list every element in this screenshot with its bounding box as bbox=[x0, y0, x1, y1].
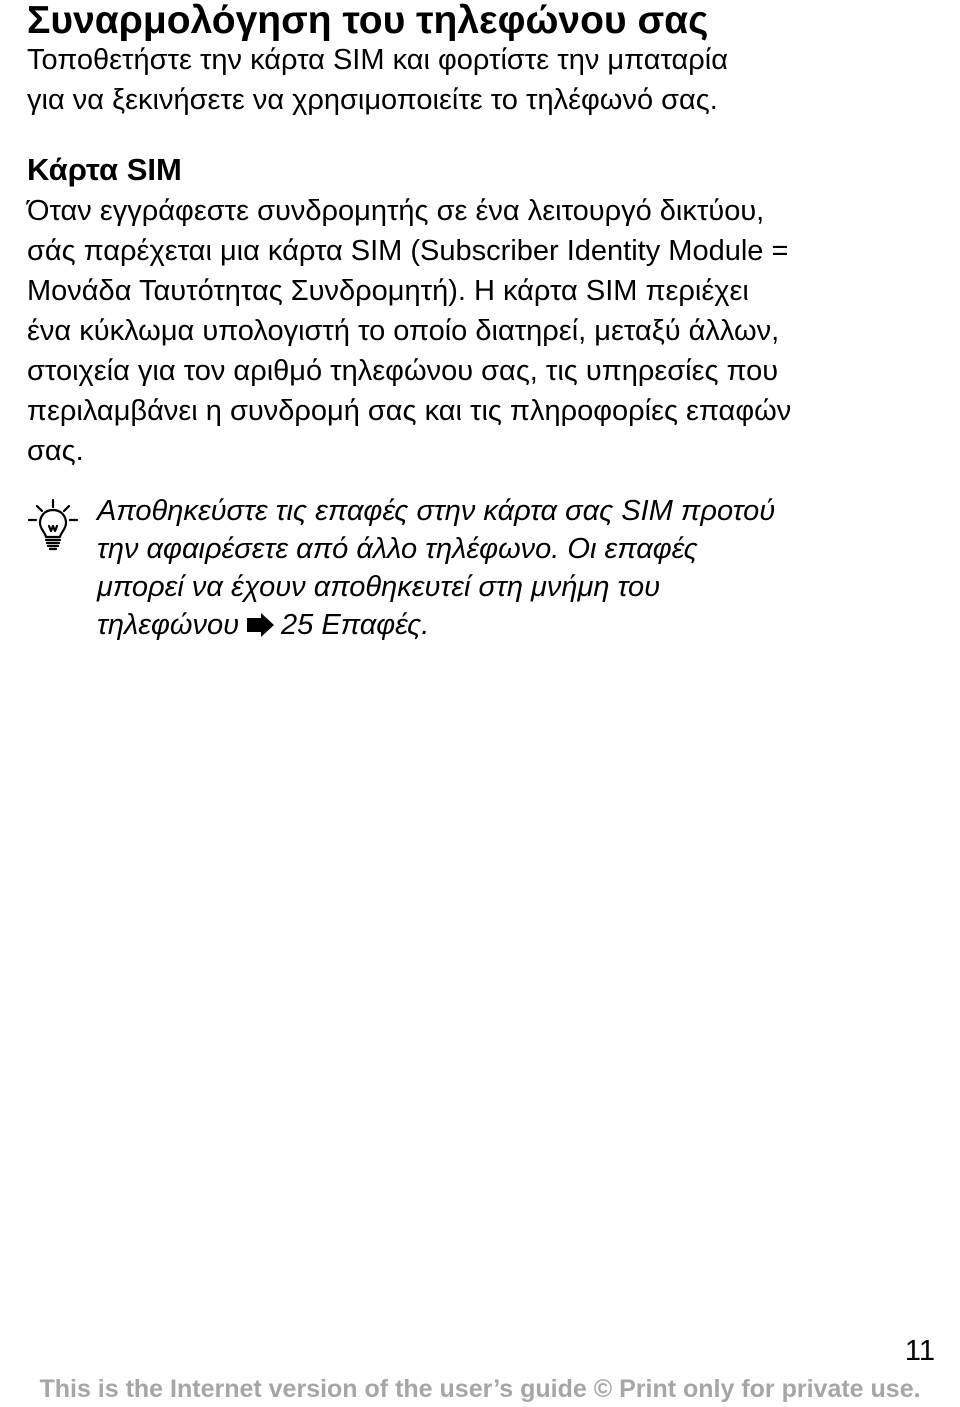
page-title: Συναρμολόγηση του τηλεφώνου σας bbox=[27, 0, 709, 42]
arrow-right-icon bbox=[245, 613, 275, 637]
tip-line-with-reference bbox=[97, 606, 775, 644]
footer-notice: This is the Internet version of the user’s guide © Print only for private use. bbox=[39, 1375, 921, 1403]
tip-text bbox=[97, 492, 775, 644]
paragraph-line: στοιχεία για τον αριθμό τηλεφώνου σας, τις υπηρεσίες που bbox=[27, 355, 779, 387]
intro-paragraph bbox=[27, 40, 947, 120]
tip-box bbox=[27, 492, 947, 652]
tip-line: μπορεί να έχουν αποθηκευτεί στη μνήμη του bbox=[97, 571, 661, 603]
paragraph-line: Μονάδα Ταυτότητας Συνδρομητή). Η κάρτα SIM περιέχει bbox=[27, 275, 749, 307]
paragraph-line: σας. bbox=[27, 435, 84, 467]
cross-reference-link[interactable]: 25 Επαφές. bbox=[281, 609, 430, 641]
intro-line: για να ξεκινήσετε να χρησιμοποιείτε το τηλέφωνό σας. bbox=[27, 84, 718, 116]
tip-line-prefix: τηλεφώνου bbox=[97, 609, 240, 641]
section-heading: Κάρτα SIM bbox=[27, 152, 182, 187]
paragraph-line: περιλαμβάνει η συνδρομή σας και τις πληροφορίες επαφών bbox=[27, 395, 792, 427]
paragraph-line: Όταν εγγράφεστε συνδρομητής σε ένα λειτουργό δικτύου, bbox=[27, 195, 765, 227]
page-number: 11 bbox=[904, 1335, 935, 1367]
paragraph-line: σάς παρέχεται μια κάρτα SIM (Subscriber Identity Module = bbox=[27, 235, 789, 267]
tip-line: Αποθηκεύστε τις επαφές στην κάρτα σας SIM προτού bbox=[97, 495, 776, 527]
lightbulb-icon bbox=[27, 498, 83, 554]
paragraph-line: ένα κύκλωμα υπολογιστή το οποίο διατηρεί, μεταξύ άλλων, bbox=[27, 315, 780, 347]
intro-line: Τοποθετήστε την κάρτα SIM και φορτίστε την μπαταρία bbox=[27, 44, 728, 76]
tip-line: την αφαιρέσετε από άλλο τηλέφωνο. Οι επαφές bbox=[97, 533, 698, 565]
sim-card-paragraph bbox=[27, 191, 947, 471]
